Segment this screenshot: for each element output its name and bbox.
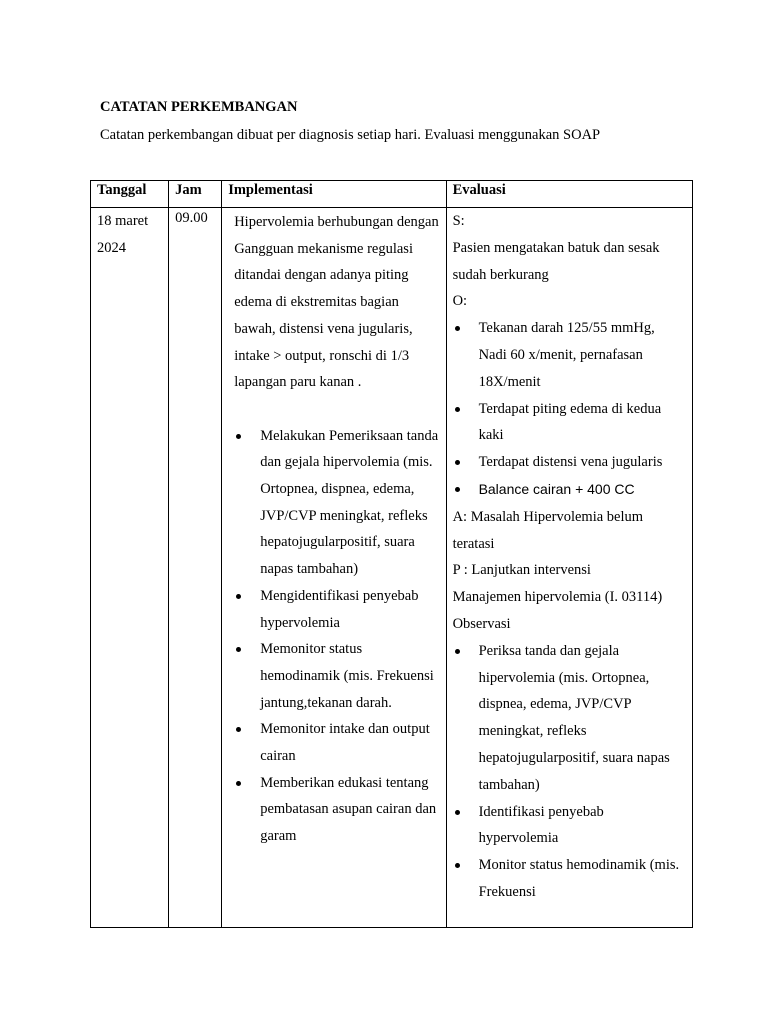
bullet-icon: [236, 727, 241, 732]
list-item-text: Terdapat piting edema di kedua kaki: [478, 400, 662, 444]
observasi-item: [453, 852, 686, 906]
list-item-text: Memonitor status hemodinamik (mis. Frekuensi jantung,tekanan darah.: [260, 641, 434, 711]
bullet-icon: [455, 487, 460, 492]
implementation-item: [234, 423, 439, 583]
bullet-icon: [236, 781, 241, 786]
date-cell: [91, 208, 169, 928]
header-date: Tanggal: [91, 181, 169, 208]
bullet-icon: [236, 434, 241, 439]
implementation-item: [234, 716, 439, 769]
document-subtitle: Catatan perkembangan dibuat per diagnosis setiap hari. Evaluasi menggunakan SOAP: [100, 127, 601, 143]
list-item-text: Mengidentifikasi penyebab hypervolemia: [260, 587, 419, 631]
list-item-text: Melakukan Pemeriksaan tanda dan gejala hipervolemia (mis. Ortopnea, dispnea, edema, JVP/CVP meningkat, refleks hepatojugularpositif, suara napas tambahan): [260, 427, 439, 578]
objective-item: [453, 476, 686, 504]
evaluation-cell: [446, 208, 692, 928]
table-header-row: [91, 181, 693, 208]
bullet-icon: [236, 594, 241, 599]
list-item-text: Periksa tanda dan gejala hipervolemia (mis. Ortopnea, dispnea, edema, JVP/CVP meningkat, refleks hepatojugularpositif, suara napas tambahan): [478, 642, 670, 793]
list-item-text: Monitor status hemodinamik (mis. Frekuensi: [478, 857, 680, 900]
list-item-text: Balance cairan + 400 CC: [478, 480, 635, 497]
list-item-text: Identifikasi penyebab hypervolemia: [478, 803, 604, 847]
header-implementation: Implementasi: [222, 181, 446, 208]
date-line-2: 2024: [97, 240, 126, 256]
bullet-icon: [455, 649, 460, 654]
bullet-icon: [455, 407, 460, 412]
table-row: [91, 208, 693, 928]
eval-p-plan: Manajemen hipervolemia (I. 03114): [452, 589, 663, 606]
objective-item: [453, 396, 686, 450]
implementation-item: [234, 770, 439, 850]
document-title: CATATAN PERKEMBANGAN: [100, 99, 298, 115]
bullet-icon: [455, 326, 460, 331]
header-evaluation: Evaluasi: [446, 181, 692, 208]
eval-observasi-label: Observasi: [452, 615, 511, 632]
time-cell: [169, 208, 222, 928]
implementation-list: [234, 423, 439, 850]
eval-s-text: Pasien mengatakan batuk dan sesak sudah berkurang: [452, 239, 660, 283]
bullet-icon: [455, 810, 460, 815]
time-value: 09.00: [175, 210, 208, 226]
observasi-item: [453, 638, 686, 799]
eval-o-label: O:: [452, 293, 468, 310]
diagnosis-text: Hipervolemia berhubungan dengan Gangguan mekanisme regulasi ditandai dengan adanya piting edema di ekstremitas bagian bawah, distensi vena jugularis, intake > output, ronschi di 1/3 lapangan paru kanan .: [234, 214, 439, 391]
observasi-item: [453, 799, 686, 853]
list-item-text: Terdapat distensi vena jugularis: [478, 454, 663, 471]
objective-list: [453, 315, 686, 504]
eval-p-text: P : Lanjutkan intervensi: [452, 562, 591, 579]
list-item-text: Memonitor intake dan output cairan: [260, 721, 430, 765]
objective-item: [453, 315, 686, 395]
header-time: Jam: [169, 181, 222, 208]
eval-a-text: A: Masalah Hipervolemia belum teratasi: [452, 508, 644, 552]
implementation-item: [234, 583, 439, 636]
list-item-text: Tekanan darah 125/55 mmHg, Nadi 60 x/menit, pernafasan 18X/menit: [478, 320, 655, 390]
date-line-1: 18 maret: [97, 213, 149, 229]
bullet-icon: [236, 647, 241, 652]
objective-item: [453, 449, 686, 476]
list-item-text: Memberikan edukasi tentang pembatasan asupan cairan dan garam: [260, 774, 437, 845]
observasi-list: [453, 638, 686, 906]
eval-s-label: S:: [452, 213, 465, 229]
bullet-icon: [455, 460, 460, 465]
progress-notes-table: [90, 180, 693, 928]
implementation-item: [234, 636, 439, 716]
bullet-icon: [455, 863, 460, 868]
implementation-cell: [222, 208, 446, 928]
